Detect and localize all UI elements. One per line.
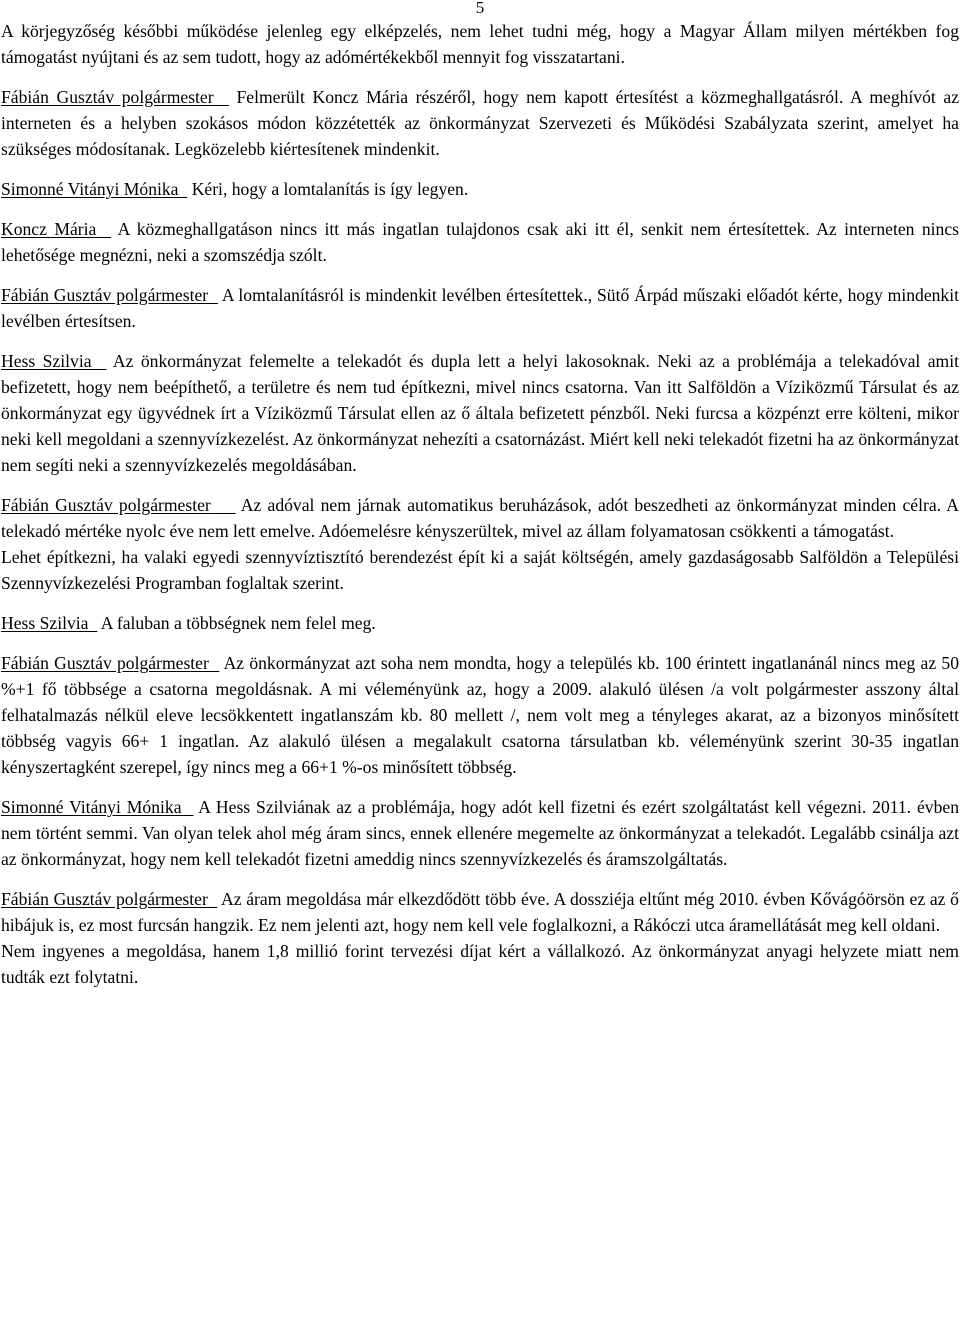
paragraph-text: Kéri, hogy a lomtalanítás is így legyen.: [191, 179, 469, 199]
document-body: [1, 18, 959, 990]
paragraph-koncz-1: [1, 216, 959, 268]
speaker-name: Simonné Vitányi Mónika: [1, 797, 182, 817]
paragraph-text: Az önkormányzat felemelte a telekadót és dupla lett a helyi lakosoknak. Neki az a problémája a telekadóval amit befizetett, hogy nem beépíthető, a területre és nem tud építkezni, mivel nincs csatorna. Van itt Salföldön a Víziközmű Társulat és az önkormányzat egy ügyvédnek írt a Víziközmű Társulat ellen az ő általa befizetett pénzből. Neki furcsa a közpénzt erre költeni, mikor neki kell megoldani a szennyvízkezelést. Az önkormányzat nehezíti a csatornázást. Miért kell neki telekadót fizetni ha az önkormányzat nem segíti neki a szennyvízkezelés megoldásában.: [1, 351, 959, 475]
speaker-name: Hess Szilvia: [1, 613, 89, 633]
paragraph-text: Az adóval nem járnak automatikus beruházások, adót beszedheti az önkormányzat minden célra. A telekadó mértéke nyolc éve nem lett emelve. Adóemelésre kényszerültek, mivel az állam folyamatosan csökkenti a támogatást.: [1, 495, 959, 541]
page-number: 5: [475, 0, 485, 17]
paragraph-text: A lomtalanításról is mindenkit levélben értesítettek., Sütő Árpád műszaki előadót kérte, hogy mindenkit levélben értesítsen.: [1, 285, 959, 331]
speaker-name: Fábián Gusztáv polgármester: [1, 87, 214, 107]
paragraph-fabian-1: [1, 84, 959, 162]
paragraph-hess-2: [1, 610, 959, 636]
speaker-name: Koncz Mária: [1, 219, 97, 239]
paragraph-simonne-1: [1, 176, 959, 202]
paragraph-text: Nem ingyenes a megoldása, hanem 1,8 millió forint tervezési díjat kért a vállalkozó. Az önkormányzat anyagi helyzete miatt nem tudták ezt folytatni.: [1, 941, 959, 987]
paragraph-simonne-2: [1, 794, 959, 872]
paragraph-text: Az áram megoldása már elkezdődött több éve. A dossziéja eltűnt még 2010. évben Kővágóörsön ez az ő hibájuk is, ez most furcsán hangzik. Ez nem jelenti azt, hogy nem kell vele foglalkozni, a Rákóczi utca áramellátását meg kell oldani.: [1, 889, 959, 935]
speaker-name: Fábián Gusztáv polgármester: [1, 653, 209, 673]
paragraph-text: Lehet építkezni, ha valaki egyedi szennyvíztisztító berendezést épít ki a saját költségén, amely gazdaságosabb Salföldön a Települési Szennyvízkezelési Programban foglaltak szerint.: [1, 547, 959, 593]
speaker-name: Simonné Vitányi Mónika: [1, 179, 179, 199]
paragraph-fabian-5: [1, 886, 959, 938]
paragraph-text: A körjegyzőség későbbi működése jelenleg egy elképzelés, nem lehet tudni még, hogy a Magyar Állam milyen mértékben fog támogatást nyújtani és az sem tudott, hogy az adómértékekből mennyit fog visszatartani.: [1, 21, 959, 67]
paragraph-text: A Hess Szilviának az a problémája, hogy adót kell fizetni és ezért szolgáltatást kell végezni. 2011. évben nem történt semmi. Van olyan telek ahol még áram sincs, ennek ellenére megemelte az önkormányzat a telekadót. Legalább csinálja azt az önkormányzat, hogy nem kell telekadót fizetni ameddig nincs szennyvízkezelés és áramszolgáltatás.: [1, 797, 960, 869]
speaker-name: Hess Szilvia: [1, 351, 92, 371]
speaker-name: Fábián Gusztáv polgármester: [1, 889, 208, 909]
paragraph-fabian-2: [1, 282, 959, 334]
paragraph-fabian-3: [1, 492, 959, 544]
speaker-name: Fábián Gusztáv polgármester: [1, 285, 209, 305]
paragraph-fabian-5-continuation: [1, 938, 959, 990]
speaker-name: Fábián Gusztáv polgármester: [1, 495, 211, 515]
paragraph-text: A faluban a többségnek nem felel meg.: [100, 613, 376, 633]
paragraph-fabian-3-continuation: [1, 544, 959, 596]
paragraph-intro: [1, 18, 959, 70]
paragraph-text: A közmeghallgatáson nincs itt más ingatlan tulajdonos csak aki itt él, senkit nem értesítettek. Az interneten nincs lehetősége megnézni, neki a szomszédja szólt.: [1, 219, 960, 265]
paragraph-fabian-4: [1, 650, 959, 780]
paragraph-text: Felmerült Koncz Mária részéről, hogy nem kapott értesítést a közmeghallgatásról. A meghívót az interneten és a helyben szokásos módon közzétették az önkormányzat Szervezeti és Működési Szabályzata szerint, amelyet ha szükséges módosítanak. Legközelebb kiértesítenek mindenkit.: [1, 87, 960, 159]
paragraph-hess-1: [1, 348, 959, 478]
paragraph-text: Az önkormányzat azt soha nem mondta, hogy a település kb. 100 érintett ingatlanánál nincs meg az 50 %+1 fő többsége a csatorna megoldásnak. A mi véleményünk az, hogy a 2009. alakuló ülésen /a volt polgármester asszony által felhatalmazás nélkül eleve lecsökkentett ingatlanszám kb. 80 mellett /, nem volt meg a tényleges akarat, az a bizonyos minősített többség vagyis 66+ 1 ingatlan. Az alakuló ülésen a megalakult csatorna társulatban kb. véleményünk szerint 30-35 ingatlan kényszertagként szerepel, így nincs meg a 66+1 %-os minősített többség.: [1, 653, 959, 777]
